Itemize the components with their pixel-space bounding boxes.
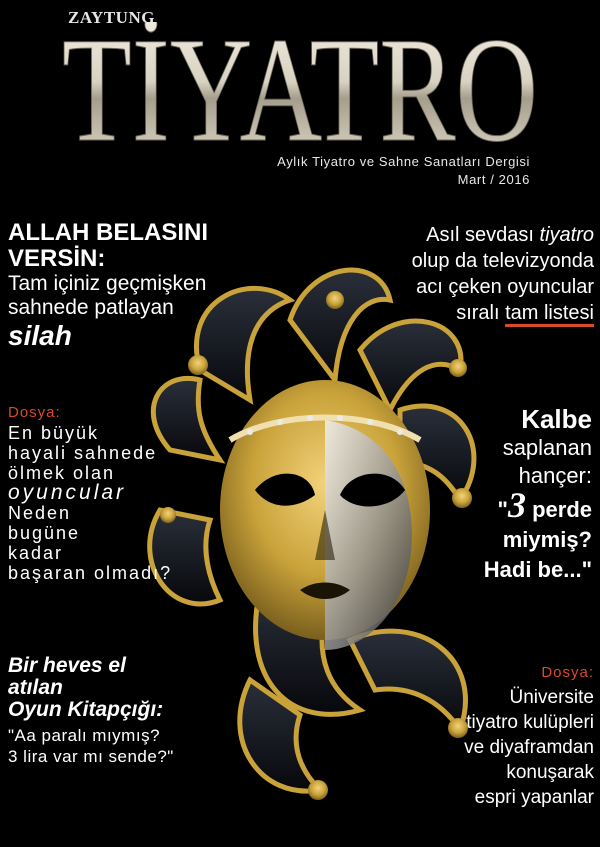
- story4-quote-open: ": [497, 497, 508, 522]
- story2-line3: acı çeken oyuncular: [416, 276, 594, 298]
- issue-date: Mart / 2016: [457, 172, 530, 187]
- story2-line1-pre: Asıl sevdası: [426, 224, 540, 246]
- story6-line: konuşarak: [506, 762, 594, 783]
- story-cover-headline-4: [8, 655, 248, 767]
- story3-line: En büyük: [8, 423, 100, 443]
- story6-label: Dosya:: [541, 664, 594, 681]
- story2-line4-pre: sıralı: [456, 302, 506, 324]
- story1-headline-line1: ALLAH BELASINI: [8, 219, 208, 246]
- masthead-title: [60, 22, 540, 152]
- story5-quote-line: 3 lira var mı sende?": [8, 747, 174, 766]
- publisher-name: ZAYTUNG: [68, 8, 155, 27]
- story4-line6: Hadi be...": [483, 557, 592, 582]
- story-cover-headline-2: [354, 222, 594, 326]
- story5-title-line: atılan: [8, 676, 63, 699]
- story3-line: başaran olmadı?: [8, 563, 173, 583]
- story3-line: Neden: [8, 503, 72, 523]
- story-dossier-1: [8, 403, 208, 583]
- story4-number: 3: [507, 485, 526, 525]
- story3-label: Dosya:: [8, 404, 61, 421]
- story6-line: espri yapanlar: [474, 787, 594, 808]
- story6-line: ve diyaframdan: [464, 737, 594, 758]
- story2-line1-emphasis: tiyatro: [539, 224, 594, 246]
- story6-line: tiyatro kulüpleri: [466, 712, 594, 733]
- story1-sub-line1: Tam içiniz geçmişken: [8, 272, 207, 295]
- story4-line1: Kalbe: [521, 404, 592, 434]
- story5-quote: [8, 725, 248, 767]
- story6-line: Üniversite: [509, 687, 594, 708]
- story4-line4: [392, 485, 592, 525]
- story3-emphasis: oyuncular: [8, 481, 127, 504]
- story5-title-line: Oyun Kitapçığı:: [8, 698, 164, 721]
- story1-sub-line2: sahnede patlayan: [8, 296, 174, 319]
- story-cover-headline-3: [392, 404, 592, 585]
- story2-line2: olup da televizyonda: [411, 250, 594, 272]
- story4-line4-text: perde: [525, 497, 592, 522]
- story1-headline-line2: VERSİN:: [8, 245, 106, 272]
- story3-line: kadar: [8, 543, 64, 563]
- story4-line5: miymiş?: [502, 527, 592, 552]
- story5-quote-line: "Aa paralı mıymış?: [8, 726, 161, 745]
- story3-line: hayali sahnede: [8, 443, 158, 463]
- story3-line: bugüne: [8, 523, 81, 543]
- story-dossier-2: [394, 660, 594, 810]
- story2-line4: [354, 300, 594, 326]
- story5-title-line: Bir heves el: [8, 654, 126, 677]
- tagline: Aylık Tiyatro ve Sahne Sanatları Dergisi: [277, 154, 530, 169]
- story-cover-headline-1: [8, 220, 248, 352]
- story2-line4-underlined: tam listesi: [505, 302, 594, 324]
- story2-line1: [354, 222, 594, 248]
- masthead-text: TİYATRO: [62, 22, 538, 152]
- story4-line2: saplanan: [502, 435, 592, 460]
- story4-line3: hançer:: [518, 463, 592, 488]
- story3-line: ölmek olan: [8, 463, 116, 483]
- story1-emphasis: silah: [8, 320, 72, 351]
